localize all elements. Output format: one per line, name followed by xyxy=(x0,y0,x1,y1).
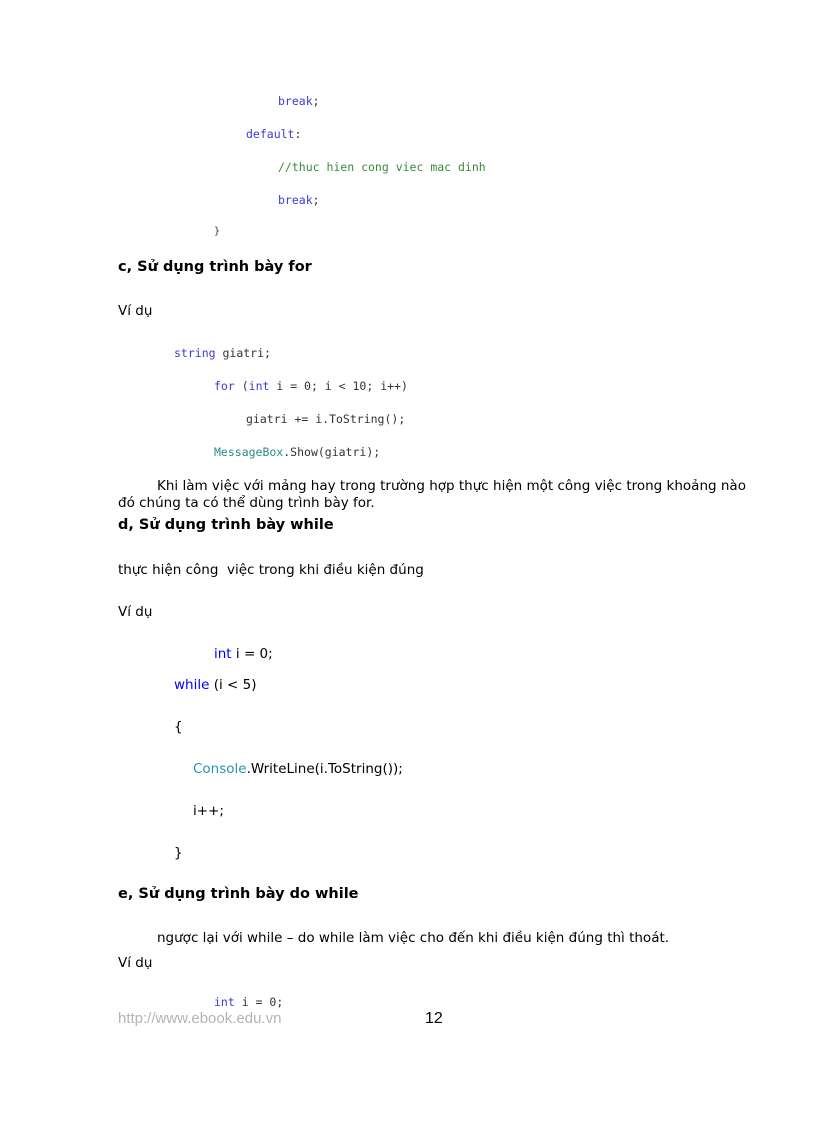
code-text: i = 0; i < 10; i++) xyxy=(269,379,408,393)
code-line-console xyxy=(193,761,403,777)
code-line-for xyxy=(214,379,408,393)
code-line-messagebox xyxy=(214,445,380,459)
type-console: Console xyxy=(193,761,247,777)
code-text: (i < 5) xyxy=(209,677,257,693)
example-label: Ví dụ xyxy=(118,303,153,319)
code-line-break-1 xyxy=(278,94,320,108)
code-line-while xyxy=(174,677,256,693)
code-text: giatri; xyxy=(215,346,271,360)
code-punct: : xyxy=(294,127,302,141)
code-line-string xyxy=(174,346,271,360)
code-close-brace: } xyxy=(214,226,221,237)
code-text: i = 0; xyxy=(234,995,284,1009)
code-punct: ; xyxy=(312,193,320,207)
do-while-description: ngược lại với while – do while làm việc cho đến khi điều kiện đúng thì thoát. xyxy=(157,930,670,946)
code-line-break-2 xyxy=(278,193,320,207)
paragraph-for-line-1: Khi làm việc với mảng hay trong trường hợp thực hiện một công việc trong khoảng nào xyxy=(157,478,746,494)
example-label: Ví dụ xyxy=(118,604,153,620)
code-comment: //thuc hien cong viec mac dinh xyxy=(278,160,486,174)
code-close-brace: } xyxy=(174,845,183,861)
type-messagebox: MessageBox xyxy=(214,445,284,459)
code-line-int-e xyxy=(214,995,283,1009)
code-line-giatri: giatri += i.ToString(); xyxy=(246,412,406,426)
code-text: i = 0; xyxy=(231,646,273,662)
code-line-default xyxy=(246,127,301,141)
section-heading-for: c, Sử dụng trình bày for xyxy=(118,259,312,275)
section-heading-do-while: e, Sử dụng trình bày do while xyxy=(118,886,359,902)
keyword-int: int xyxy=(214,995,235,1009)
page-number: 12 xyxy=(425,1010,443,1027)
code-text: .Show(giatri); xyxy=(283,445,381,459)
example-label: Ví dụ xyxy=(118,955,153,971)
code-open-brace: { xyxy=(174,719,183,735)
keyword-while: while xyxy=(174,677,210,693)
code-text: ( xyxy=(234,379,249,393)
keyword-default: default xyxy=(246,127,295,141)
code-line-int xyxy=(214,646,273,662)
while-description: thực hiện công việc trong khi điều kiện đúng xyxy=(118,562,424,578)
keyword-for: for xyxy=(214,379,235,393)
keyword-int: int xyxy=(214,646,232,662)
code-punct: ; xyxy=(312,94,320,108)
keyword-string: string xyxy=(174,346,216,360)
paragraph-for-line-2: đó chúng ta có thể dùng trình bày for. xyxy=(118,495,375,511)
keyword-int: int xyxy=(248,379,270,393)
code-line-increment: i++; xyxy=(193,803,224,819)
code-text: .WriteLine(i.ToString()); xyxy=(246,761,403,777)
footer-url: http://www.ebook.edu.vn xyxy=(118,1010,282,1027)
section-heading-while: d, Sử dụng trình bày while xyxy=(118,517,334,533)
keyword-break: break xyxy=(278,193,313,207)
keyword-break: break xyxy=(278,94,313,108)
